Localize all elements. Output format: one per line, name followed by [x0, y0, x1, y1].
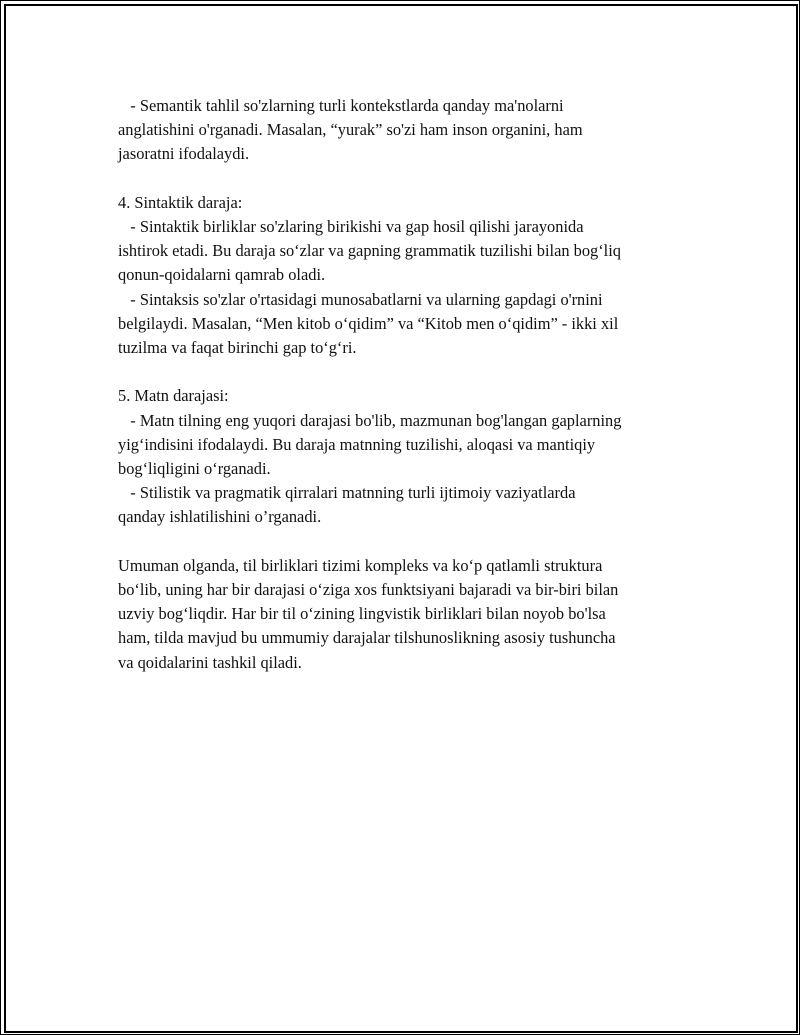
text-line: bog‘liqligini o‘rganadi.: [118, 459, 271, 479]
text-line: - Sintaksis so'zlar o'rtasidagi munosabatlarni va ularning gapdagi o'rnini: [118, 289, 603, 309]
paragraph-gap: [118, 360, 698, 384]
text-line: tuzilma va faqat birinchi gap to‘g‘ri.: [118, 338, 357, 358]
text-line: yig‘indisini ifodalaydi. Bu daraja matnning tuzilishi, aloqasi va mantiqiy: [118, 434, 596, 454]
document-body: [118, 94, 698, 675]
section-heading: 4. Sintaktik daraja:: [118, 192, 243, 212]
text-line: belgilaydi. Masalan, “Men kitob o‘qidim” va “Kitob men o‘qidim” - ikki xil: [118, 313, 619, 333]
text-line: anglatishini o'rganadi. Masalan, “yurak” so'zi ham inson organini, ham: [118, 120, 583, 140]
text-line: uzviy bog‘liqdir. Har bir til o‘zining lingvistik birliklari bilan noyob bo'lsa: [118, 604, 606, 624]
conclusion-paragraph: [118, 554, 698, 675]
text-line: ham, tilda mavjud bu ummumiy darajalar tilshunoslikning asosiy tushuncha: [118, 628, 616, 648]
section-heading: 5. Matn darajasi:: [118, 386, 229, 406]
text-line: va qoidalarini tashkil qiladi.: [118, 652, 302, 672]
text-line: - Matn tilning eng yuqori darajasi bo'lib, mazmunan bog'langan gaplarning: [118, 410, 622, 430]
paragraph-gap: [118, 530, 698, 554]
text-line: - Sintaktik birliklar so'zlaring birikishi va gap hosil qilishi jarayonida: [118, 217, 584, 236]
paragraph-gap: [118, 167, 698, 191]
text-line: jasoratni ifodalaydi.: [118, 144, 250, 164]
semantic-paragraph: [118, 94, 698, 167]
text-line: - Stilistik va pragmatik qirralari matnning turli ijtimoiy vaziyatlarda: [118, 483, 576, 503]
text-line: Umuman olganda, til birliklari tizimi kompleks va ko‘p qatlamli struktura: [118, 555, 603, 575]
text-line: qonun-qoidalarni qamrab oladi.: [118, 265, 326, 285]
text-line: ishtirok etadi. Bu daraja so‘zlar va gapning grammatik tuzilishi bilan bog‘liq: [118, 241, 621, 261]
text-line: qanday ishlatilishini o’rganadi.: [118, 507, 322, 527]
text-level-section: [118, 384, 698, 529]
syntactic-level-section: [118, 191, 698, 360]
text-line: - Semantik tahlil so'zlarning turli kontekstlarda qanday ma'nolarni: [118, 96, 564, 115]
text-line: bo‘lib, uning har bir darajasi o‘ziga xos funktsiyani bajaradi va bir-biri bilan: [118, 580, 619, 600]
